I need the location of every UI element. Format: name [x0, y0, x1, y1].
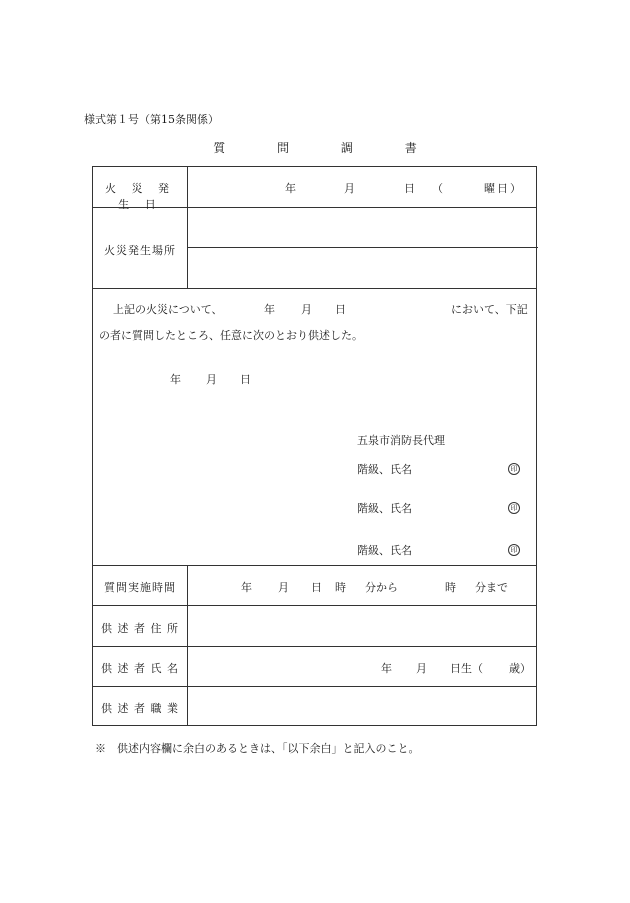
rank-name-1: 階級、氏名 [357, 463, 412, 476]
deponent-name-label: 供 述 者 氏 名 [101, 662, 179, 675]
rank-name-3: 階級、氏名 [357, 544, 412, 557]
title-char: 問 [277, 141, 290, 155]
question-time-minute-to: 分まで [475, 581, 508, 594]
chief-title: 五泉市消防長代理 [357, 434, 445, 447]
question-time-hour-to: 時 [445, 581, 456, 594]
statement-line1-day: 日 [335, 303, 346, 316]
title-char: 質 [213, 141, 226, 155]
question-time-minute-from: 分から [365, 581, 398, 594]
fire-place-field-1[interactable] [189, 209, 536, 246]
deponent-age: 歳） [509, 662, 531, 675]
statement-date-month: 月 [206, 373, 217, 386]
seal-mark-icon: 印 [508, 500, 520, 514]
fire-date-month: 月 [344, 182, 355, 195]
statement-line2: の者に質問したところ、任意に次のとおり供述した。 [99, 329, 363, 342]
deponent-job-field[interactable] [189, 688, 536, 725]
fire-place-field-2[interactable] [189, 249, 536, 286]
form-reference: 様式第１号（第15条関係） [84, 113, 219, 126]
fire-date-day: 日 [404, 182, 415, 195]
footnote: ※ 供述内容欄に余白のあるときは、「以下余白」と記入のこと。 [95, 742, 420, 755]
row-divider [93, 605, 536, 606]
question-time-year: 年 [241, 581, 252, 594]
rank-name-2: 階級、氏名 [357, 502, 412, 515]
fire-place-label: 火災発生場所 [104, 244, 176, 257]
deponent-birth-year: 年 [381, 662, 392, 675]
statement-line1-year: 年 [264, 303, 275, 316]
statement-line1-prefix: 上記の火災について、 [113, 303, 223, 316]
deponent-job-label: 供 述 者 職 業 [101, 702, 179, 715]
deponent-address-label: 供 述 者 住 所 [101, 622, 179, 635]
title-char: 書 [404, 141, 417, 155]
deponent-birth-day: 日生（ [450, 662, 483, 675]
row-divider [93, 288, 536, 289]
row-divider [187, 247, 538, 248]
question-time-hour: 時 [335, 581, 346, 594]
deponent-birth-month: 月 [416, 662, 427, 675]
question-time-month: 月 [278, 581, 289, 594]
statement-line1-month: 月 [301, 303, 312, 316]
question-time-day: 日 [311, 581, 322, 594]
deponent-address-field[interactable] [189, 607, 536, 644]
seal-mark-icon: 印 [508, 461, 520, 475]
fire-date-year: 年 [285, 182, 296, 195]
fire-date-weekday: （ 曜日） [432, 182, 523, 195]
question-time-label: 質問実施時間 [104, 581, 176, 594]
statement-date-year: 年 [170, 373, 181, 386]
title-char: 調 [340, 141, 353, 155]
document-title [0, 139, 630, 156]
seal-mark-icon: 印 [508, 542, 520, 556]
statement-line1-suffix: において、下記 [451, 303, 528, 316]
row-divider [93, 646, 536, 647]
row-divider [93, 686, 536, 687]
row-divider [93, 565, 536, 566]
column-divider [187, 565, 188, 726]
statement-date-day: 日 [240, 373, 251, 386]
fire-date-label: 火 災 発 生 日 [105, 182, 175, 211]
column-divider [187, 167, 188, 288]
form-table [92, 166, 537, 726]
